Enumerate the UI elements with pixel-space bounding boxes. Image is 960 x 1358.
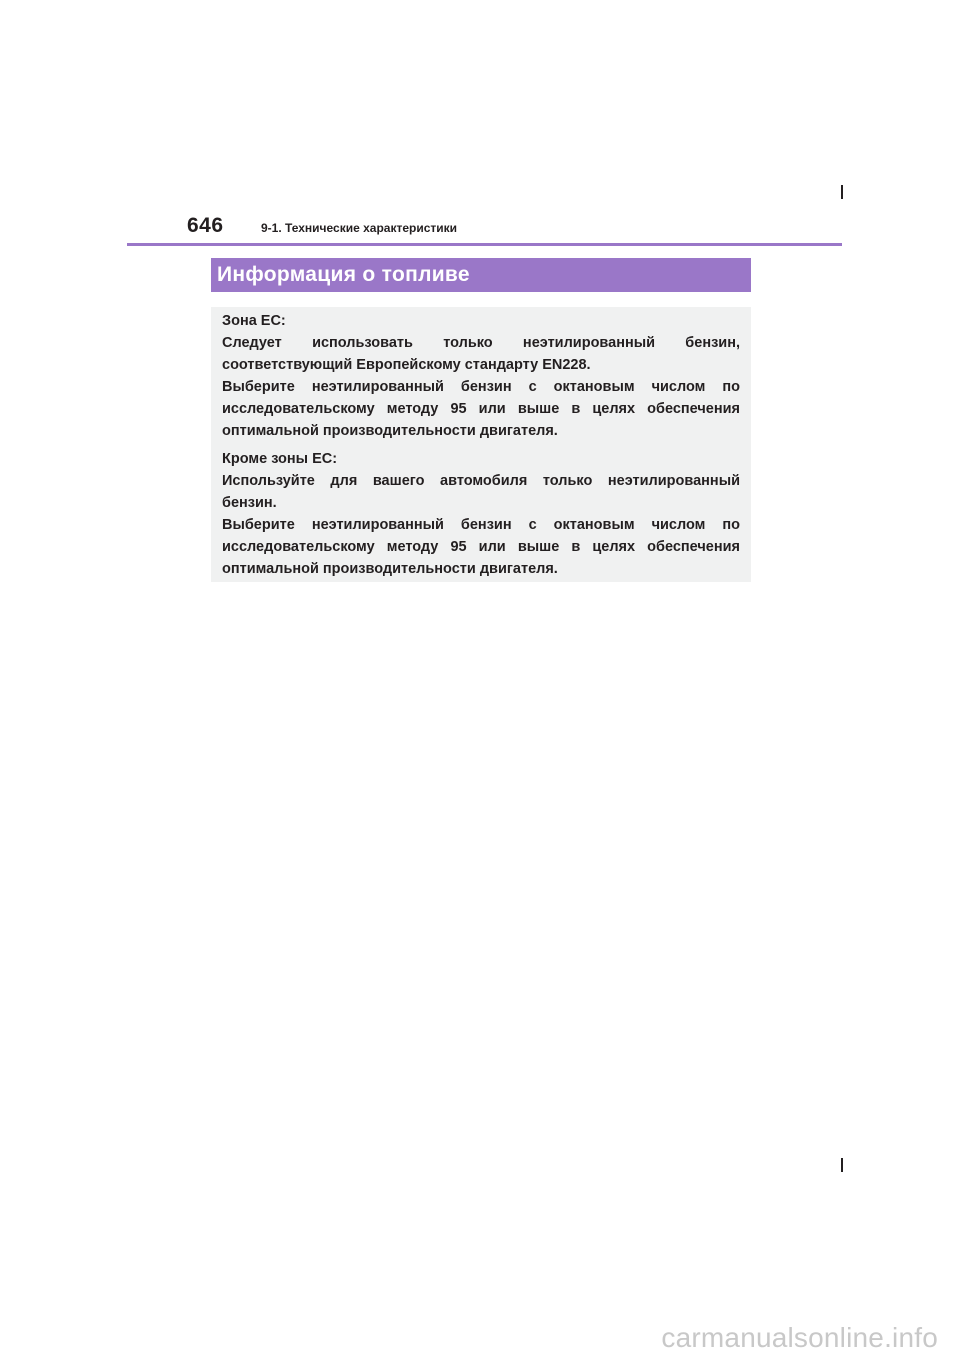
section-title-bar: [211, 258, 751, 292]
zone-eu-paragraph-1: Следует использовать только неэтилированный бензин, соответствующий Европейскому стандарту EN228.: [222, 335, 740, 373]
section-title: Информация о топливе: [217, 263, 470, 286]
zone-eu-paragraph-2: Выберите неэтилированный бензин с октановым числом по исследовательскому методу 95 или выше в целях обеспечения оптимальной производительности двигателя.: [222, 379, 740, 439]
zone-non-eu-paragraph-2: Выберите неэтилированный бензин с октановым числом по исследовательскому методу 95 или выше в целях обеспечения оптимальной производительности двигателя.: [222, 517, 740, 577]
zone-non-eu-paragraph-1: Используйте для вашего автомобиля только неэтилированный бензин.: [222, 473, 740, 511]
zone-eu: [222, 310, 740, 442]
zone-eu-heading: Зона ЕС:: [222, 313, 286, 329]
page-number: 646: [187, 214, 224, 237]
zone-non-eu: [222, 448, 740, 580]
section-reference: 9-1. Технические характеристики: [261, 221, 458, 235]
zone-non-eu-heading: Кроме зоны ЕС:: [222, 451, 338, 467]
header-divider: [127, 243, 842, 246]
crop-mark-bottom: [841, 1158, 843, 1172]
watermark: carmanualsonline.info: [661, 1322, 938, 1353]
crop-mark-top: [841, 185, 843, 199]
fuel-info-box: [211, 307, 751, 582]
